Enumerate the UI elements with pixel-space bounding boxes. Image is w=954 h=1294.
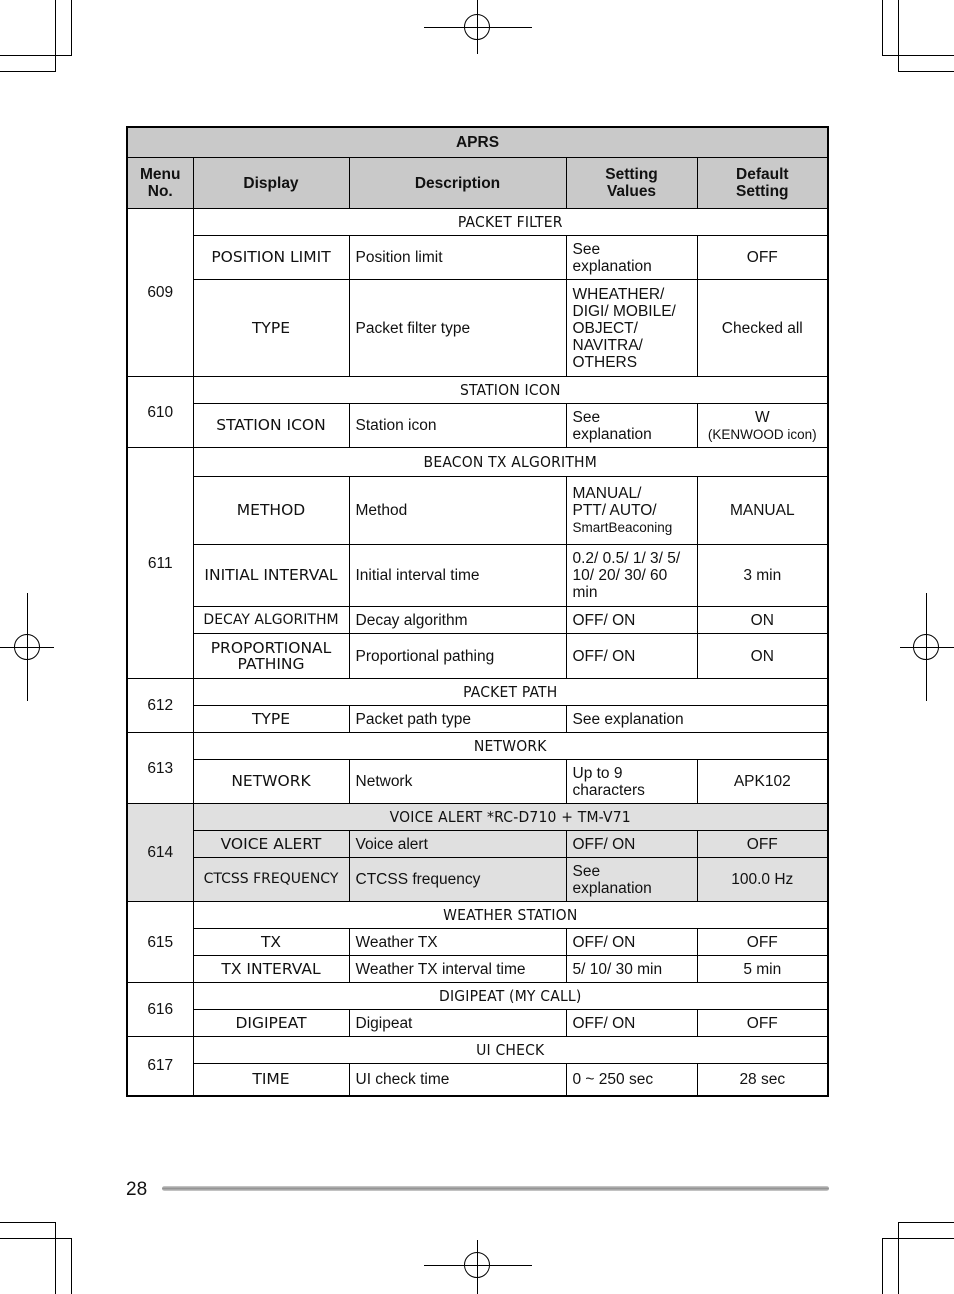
setting-value-cell: OFF/ ON	[566, 607, 697, 634]
display-cell: TYPE	[193, 280, 349, 377]
default-cell: OFF	[697, 1010, 828, 1037]
setting-value-cell: Up to 9 characters	[566, 760, 697, 804]
menu-number: 613	[127, 733, 193, 804]
setting-value-cell: WHEATHER/ DIGI/ MOBILE/ OBJECT/ NAVITRA/ OTHERS	[566, 280, 697, 377]
default-cell: 5 min	[697, 956, 828, 983]
menu-number: 612	[127, 679, 193, 733]
setting-value-cell: OFF/ ON	[566, 831, 697, 858]
table-row	[127, 545, 828, 607]
description-cell: Digipeat	[349, 1010, 566, 1037]
table-row	[127, 404, 828, 448]
table-title: APRS	[127, 127, 828, 158]
setting-value-cell: OFF/ ON	[566, 634, 697, 679]
display-cell: TYPE	[193, 706, 349, 733]
setting-value-cell: OFF/ ON	[566, 929, 697, 956]
description-cell: UI check time	[349, 1064, 566, 1096]
default-cell: OFF	[697, 929, 828, 956]
group-row	[127, 902, 828, 929]
default-cell: Checked all	[697, 280, 828, 377]
table-row	[127, 236, 828, 280]
menu-number: 609	[127, 209, 193, 377]
menu-number: 615	[127, 902, 193, 983]
display-cell: VOICE ALERT	[193, 831, 349, 858]
group-name: NETWORK	[193, 733, 828, 760]
description-cell: Network	[349, 760, 566, 804]
header-setting-values: Setting Values	[566, 158, 697, 209]
table-row	[127, 477, 828, 545]
display-cell: POSITION LIMIT	[193, 236, 349, 280]
group-name: VOICE ALERT *RC-D710 + TM-V71	[193, 804, 828, 831]
setting-value-cell: See explanation	[566, 236, 697, 280]
table-row	[127, 280, 828, 377]
table-row	[127, 634, 828, 679]
menu-number: 617	[127, 1037, 193, 1096]
description-cell: Position limit	[349, 236, 566, 280]
table-row	[127, 831, 828, 858]
default-cell: W (KENWOOD icon)	[697, 404, 828, 448]
table-row	[127, 1010, 828, 1037]
setting-value-cell: 0 ~ 250 sec	[566, 1064, 697, 1096]
display-cell: CTCSS FREQUENCY	[193, 858, 349, 902]
display-cell: TIME	[193, 1064, 349, 1096]
header-default-setting: Default Setting	[697, 158, 828, 209]
display-cell: TX	[193, 929, 349, 956]
table-row	[127, 760, 828, 804]
display-cell: STATION ICON	[193, 404, 349, 448]
group-row	[127, 209, 828, 236]
description-cell: Method	[349, 477, 566, 545]
setting-value-cell: 5/ 10/ 30 min	[566, 956, 697, 983]
description-cell: Station icon	[349, 404, 566, 448]
default-cell: 3 min	[697, 545, 828, 607]
table-row	[127, 956, 828, 983]
page-footer-bar	[162, 1186, 829, 1191]
description-cell: Packet path type	[349, 706, 566, 733]
default-cell: ON	[697, 607, 828, 634]
header-description: Description	[349, 158, 566, 209]
table-title-row	[127, 127, 828, 158]
header-display: Display	[193, 158, 349, 209]
setting-value-cell: See explanation	[566, 858, 697, 902]
aprs-menu-table	[126, 126, 829, 1097]
group-name: PACKET FILTER	[193, 209, 828, 236]
display-cell: NETWORK	[193, 760, 349, 804]
default-cell: 28 sec	[697, 1064, 828, 1096]
description-cell: Packet filter type	[349, 280, 566, 377]
setting-value-cell: MANUAL/ PTT/ AUTO/ SmartBeaconing	[566, 477, 697, 545]
setting-value-cell: 0.2/ 0.5/ 1/ 3/ 5/ 10/ 20/ 30/ 60 min	[566, 545, 697, 607]
default-cell: 100.0 Hz	[697, 858, 828, 902]
setting-value-cell: See explanation	[566, 706, 828, 733]
group-row	[127, 679, 828, 706]
table-row	[127, 1064, 828, 1096]
group-name: DIGIPEAT (MY CALL)	[193, 983, 828, 1010]
default-cell: OFF	[697, 831, 828, 858]
display-cell: METHOD	[193, 477, 349, 545]
table-header-row	[127, 158, 828, 209]
menu-number: 610	[127, 377, 193, 448]
group-row	[127, 377, 828, 404]
setting-value-cell: OFF/ ON	[566, 1010, 697, 1037]
group-name: BEACON TX ALGORITHM	[193, 448, 828, 477]
display-cell: DIGIPEAT	[193, 1010, 349, 1037]
menu-number: 614	[127, 804, 193, 902]
setting-value-cell: See explanation	[566, 404, 697, 448]
group-name: STATION ICON	[193, 377, 828, 404]
group-name: PACKET PATH	[193, 679, 828, 706]
menu-number: 611	[127, 448, 193, 679]
default-cell: OFF	[697, 236, 828, 280]
group-row	[127, 448, 828, 477]
group-name: WEATHER STATION	[193, 902, 828, 929]
default-cell: ON	[697, 634, 828, 679]
group-row	[127, 804, 828, 831]
default-cell: MANUAL	[697, 477, 828, 545]
description-cell: Voice alert	[349, 831, 566, 858]
display-cell: PROPORTIONAL PATHING	[193, 634, 349, 679]
table-row	[127, 706, 828, 733]
display-cell: TX INTERVAL	[193, 956, 349, 983]
description-cell: Weather TX interval time	[349, 956, 566, 983]
description-cell: Initial interval time	[349, 545, 566, 607]
page-number: 28	[126, 1179, 148, 1200]
default-cell: APK102	[697, 760, 828, 804]
display-cell: INITIAL INTERVAL	[193, 545, 349, 607]
group-row	[127, 733, 828, 760]
table-row	[127, 858, 828, 902]
display-cell: DECAY ALGORITHM	[193, 607, 349, 634]
description-cell: Proportional pathing	[349, 634, 566, 679]
table-row	[127, 929, 828, 956]
description-cell: CTCSS frequency	[349, 858, 566, 902]
menu-number: 616	[127, 983, 193, 1037]
group-row	[127, 1037, 828, 1064]
description-cell: Weather TX	[349, 929, 566, 956]
description-cell: Decay algorithm	[349, 607, 566, 634]
group-name: UI CHECK	[193, 1037, 828, 1064]
table-row	[127, 607, 828, 634]
header-menu-no: Menu No.	[127, 158, 193, 209]
group-row	[127, 983, 828, 1010]
